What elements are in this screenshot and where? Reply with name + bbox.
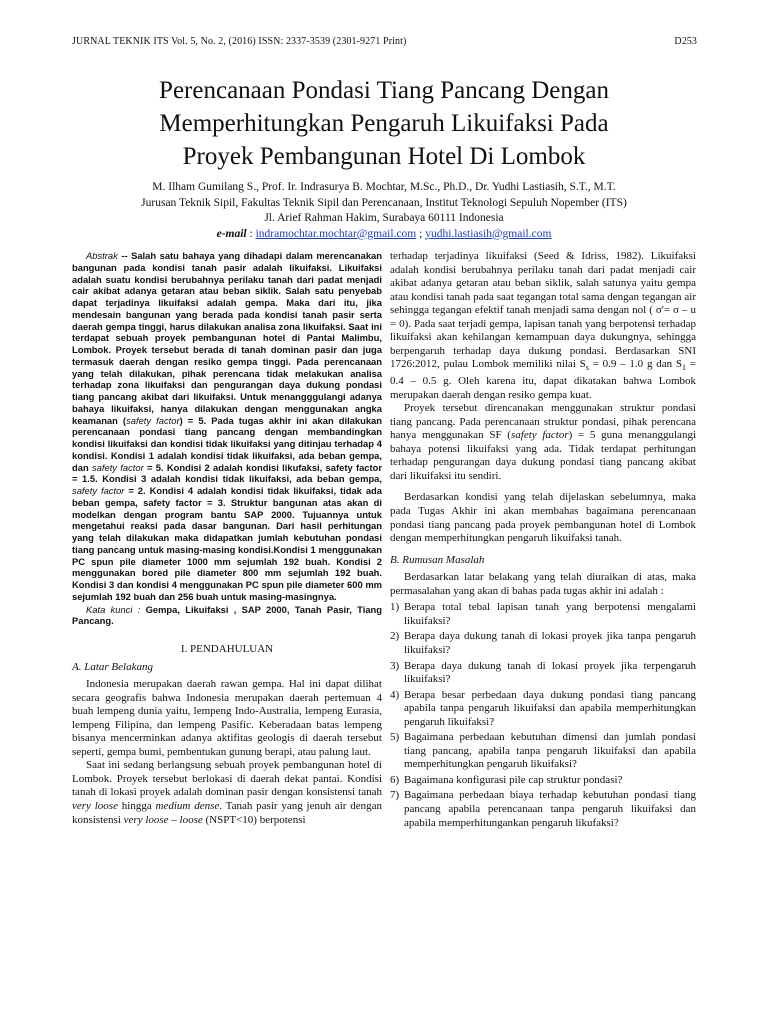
journal-info: JURNAL TEKNIK ITS Vol. 5, No. 2, (2016) ISSN: 2337-3539 (2301-9271 Print) bbox=[72, 36, 407, 47]
list-item: 7) Bagaimana perbedaan biaya terhadap kebutuhan pondasi tiang pancang apabila perencanaan tanpa pengaruh likuifaksi dan apabila memperhitungankan pengaruh likufaksi? bbox=[390, 789, 696, 829]
email-link-2[interactable]: yudhi.lastiasih@gmail.com bbox=[425, 227, 552, 240]
intro-paragraph-2: Saat ini sedang berlangsung sebuah proyek pembangunan hotel di Lombok. Proyek tersebut berlokasi di daerah dekat pantai. Kondisi tanah di lokasi proyek adalah dominan pasir dengan konsistensi tanah very loose hingga medium dense. Tanah pasir yang jenuh air dengan konsistensi very loose – loose (NSPT<10) berpotensi bbox=[72, 759, 382, 826]
section-heading-introduction: I. PENDAHULUAN bbox=[180, 643, 274, 655]
email-separator: ; bbox=[419, 227, 423, 240]
subsection-heading-background: A. Latar Belakang bbox=[72, 660, 153, 673]
abstract-label: Abstrak bbox=[86, 250, 118, 261]
list-item: 4) Berapa besar perbedaan daya dukung pondasi tiang pancang apabila tanpa pengaruh likuifaksi dan apabila memperhitungkan pengaruh likuifaksi? bbox=[390, 688, 696, 728]
subsection-heading-problem: B. Rumusan Masalah bbox=[390, 553, 485, 566]
email-link-1[interactable]: indramochtar.mochtar@gmail.com bbox=[255, 227, 417, 240]
author-names: M. Ilham Gumilang S., Prof. Ir. Indrasurya B. Mochtar, M.Sc., Ph.D., Dr. Yudhi Lastiasih, S.T., M.T. bbox=[152, 181, 616, 193]
list-item: 2) Berapa daya dukung tanah di lokasi proyek jika tanpa pengaruh likuifaksi? bbox=[390, 630, 696, 656]
author-block bbox=[60, 180, 708, 242]
list-item: 6) Bagaimana konfigurasi pile cap struktur pondasi? bbox=[390, 773, 623, 786]
paper-title bbox=[60, 74, 708, 173]
list-item: 5) Bagaimana perbedaan kebutuhan dimensi dan jumlah pondasi tiang pancang, apabila tanpa pengaruh likuifaksi dan apabila memperhitungkan pengaruh likuifaksi? bbox=[390, 731, 696, 771]
scope-paragraph: Berdasarkan kondisi yang telah dijelaskan sebelumnya, maka pada Tugas Akhir ini akan membahas bagaimana perencanaan pondasi tiang pancang pada proyek pembangunan hotel di Lombok dengan memperhitungkan pengaruh likuifaksi tanah. bbox=[390, 491, 696, 545]
keywords-label: Kata kunci : bbox=[86, 603, 141, 615]
problem-list bbox=[390, 601, 696, 830]
liquefaction-paragraph: terhadap terjadinya likuifaksi (Seed & Idriss, 1982). Likuifaksi adalah kondisi berubahnya perilaku tanah dari padat menjadi cair akibat adanya getaran atau beban siklik, salah satunya yaitu gempa atau kondisi tanah pada saat tegangan total sama dengan tegangan air sehingga tegangan efektif tanah menjadi sama dengan nol ( σ'= σ – u = 0). Pada saat terjadi gempa, lapisan tanah yang berpotensi terhadap likuifaksi akan kehilangan kemampuan daya dukungnya, sehingga berpengaruh terhadap daya dukung pondasi. Berdasarkan SNI 1726:2012, pulau Lombok memiliki nilai $S_s = 0.9 - 1.0$ g dan $S_1 = 0.4 - 0.5$ g. Oleh karena itu, dapat dikatakan bahwa Lombok merupakan daerah dengan resiko gempa kuat. bbox=[390, 250, 696, 401]
author-emails: e-mail : indramochtar.mochtar@gmail.com ; yudhi.lastiasih@gmail.com bbox=[216, 227, 552, 240]
email-label: e-mail bbox=[216, 227, 247, 240]
title-line-3: Proyek Pembangunan Hotel Di Lombok bbox=[182, 143, 586, 170]
abstract: Abstrak -- Salah satu bahaya yang dihadapi dalam merencanakan bangunan pada kondisi tanah pasir adalah likuifaksi. Likuifaksi adalah suatu kondisi berubahnya perilaku tanah dari padat menjadi cair akibat adanya getaran atau beban siklik. Salah satu penyebab dapat terjadinya likuifaksi adalah gempa. Maka dari itu, jika mendesain bangunan yang berada pada kondisi tanah pasir serta daerah gempa tinggi, harus dilakukan analisa zona likuifaksi. Saat ini terdapat sebuah proyek pembangunan hotel di Pantai Malimbu, Lombok. Proyek tersebut berada di tanah dominan pasir dan juga termasuk daerah dengan resiko gempa tinggi. Pada perencanaan yang telah dilakukan, pihak perencana tidak melakukan analisa terhadap zona likuifaksi dan pengurangan daya dukung pondasi tiang pancang akibat dari likuifaksi. Untuk menangggulangi adanya bahaya likuifaksi, hanya dilakukan dengan menggunakan angka keamanan (safety factor) = 5. Pada tugas akhir ini akan dilakukan perencanaan pondasi tiang pancang dengan membandingkan kondisi likuifaksi dan kondisi tidak likuifaksi yang ditinjau terhadap 4 kondisi. Kondisi 1 adalah kondisi tidak likuifaksi, ada beban gempa, dan safety factor = 5. Kondisi 2 adalah kondisi likufaksi, safety factor = 1.5. Kondisi 3 adalah kondisi tidak likuifaksi, ada beban gempa, safety factor = 2. Kondisi 4 adalah kondisi tidak likuifaksi, tidak ada beban gempa, safety factor = 3. Struktur bangunan atas akan di modelkan dengan program bantu SAP 2000. Tujuannya untuk mengetahui reaksi pada dasar bangunan. Dari hasil perhitungan yang telah dilakukan maka didapatkan jumlah kebutuhan pondasi tiang pancang untuk masing-masing kondisi.Kondisi 1 menggunakan PC spun pile diameter 1000 mm sejumlah 192 buah. Kondisi 2 menggunakan bored pile diameter 800 mm sejumlah 192 buah. Kondisi 3 dan kondisi 4 menggunakan PC spun pile diameter 600 mm sejumlah 192 buah dan 256 buah untuk masing-masingnya. bbox=[72, 250, 382, 602]
keywords: Kata kunci : Gempa, Likuifaksi , SAP 2000, Tanah Pasir, Tiang Pancang. bbox=[72, 603, 382, 627]
list-item: 1) Berapa total tebal lapisan tanah yang berpotensi mengalami likuifaksi? bbox=[390, 601, 696, 627]
project-paragraph: Proyek tersebut direncanakan menggunakan struktur pondasi tiang pancang. Pada perencanaan struktur pondasi, pihak perencana hanya menggunakan SF (safety factor) = 5 guna menanggulangi bahaya potensi likuifaksi yang ada. Tidak terdapat perhitungan terhadap pengurangan daya dukung pondasi tiang pancang akibat dari likuifaksi itu sendiri. bbox=[390, 402, 696, 482]
title-line-2: Memperhitungkan Pengaruh Likuifaksi Pada bbox=[159, 110, 609, 137]
problem-intro: Berdasarkan latar belakang yang telah diuraikan di atas, maka permasalahan yang akan di bahas pada tugas akhir ini adalah : bbox=[390, 571, 696, 597]
intro-paragraph-1: Indonesia merupakan daerah rawan gempa. Hal ini dapat dilihat secara geografis bahwa Indonesia merupakan daerah pertemuan 4 buah lempeng dunia yaitu, lempeng Indo-Australia, lempeng Eurasia, lempeng Filipina, dan lempeng Pasific. Keberadaan batas lempeng bisanya mencerminkan adanya aktifitas geologis di daerah tersebut seperti, gempa bumi, pembentukan gunung berapi, atau palung laut. bbox=[72, 678, 382, 758]
list-item: 3) Berapa daya dukung tanah di lokasi proyek jika terpengaruh likuifaksi? bbox=[390, 659, 696, 686]
page-code: D253 bbox=[674, 36, 697, 47]
title-line-1: Perencanaan Pondasi Tiang Pancang Dengan bbox=[159, 77, 609, 104]
author-affiliation: Jurusan Teknik Sipil, Fakultas Teknik Sipil dan Perencanaan, Institut Teknologi Sepuluh Nopember (ITS) bbox=[141, 196, 627, 209]
left-column bbox=[72, 250, 382, 827]
author-address: Jl. Arief Rahman Hakim, Surabaya 60111 Indonesia bbox=[264, 212, 504, 224]
right-column bbox=[390, 250, 696, 832]
